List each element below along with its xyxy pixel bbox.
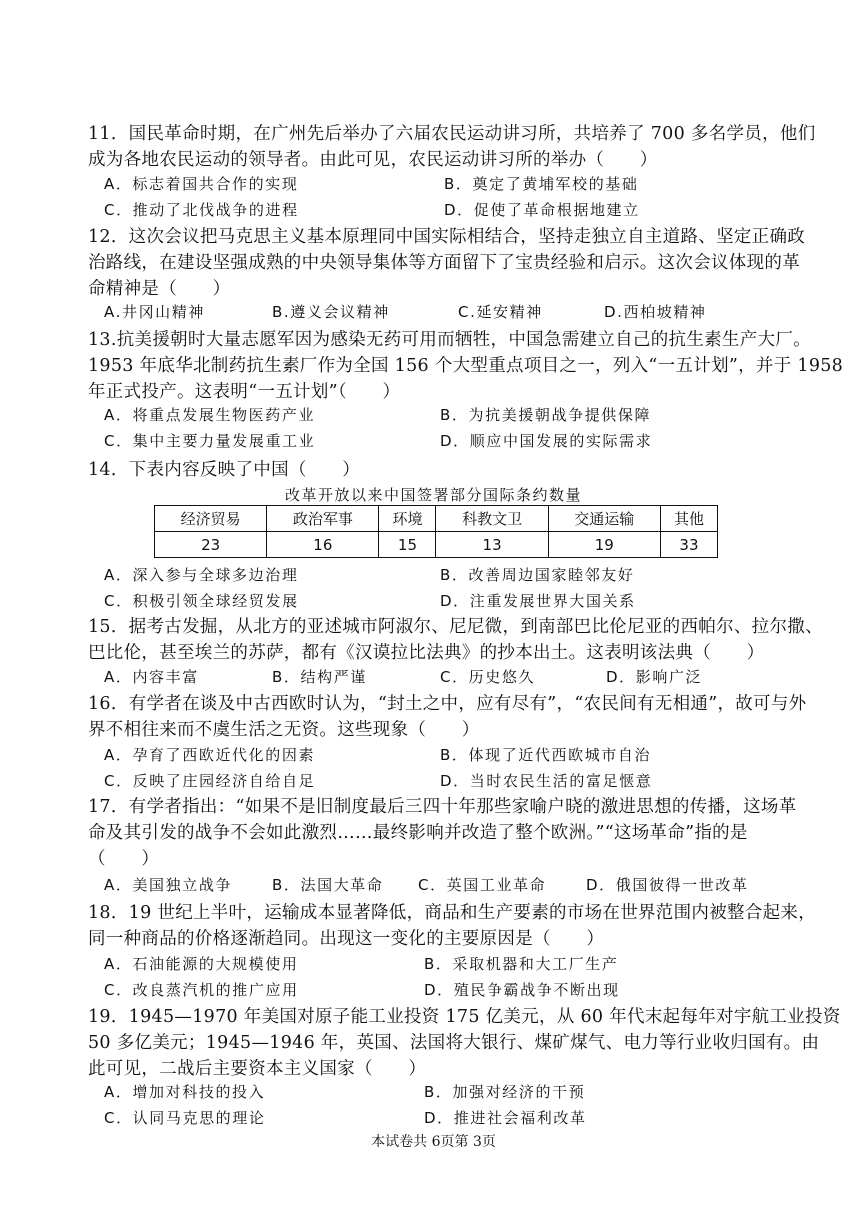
table-caption: 改革开放以来中国签署部分国际条约数量 <box>284 486 582 504</box>
treaty-table <box>154 505 718 558</box>
question-12-line-2: 治路线，在建设坚强成熟的中央领导集体等方面留下了宝贵经验和启示。这次会议体现的革 <box>88 253 800 273</box>
table-header-row <box>155 506 718 532</box>
question-16-option-c: C．反映了庄园经济自给自足 <box>104 772 316 790</box>
table-cell: 16 <box>267 532 379 558</box>
question-19-option-a: A．增加对科技的投入 <box>104 1083 266 1101</box>
question-11-option-b: B．奠定了黄埔军校的基础 <box>444 175 639 193</box>
question-13-option-c: C．集中主要力量发展重工业 <box>104 432 316 450</box>
question-15-line-2: 巴比伦，甚至埃兰的苏萨，都有《汉谟拉比法典》的抄本出土。这表明该法典（ ） <box>88 643 765 663</box>
question-15-option-a: A．内容丰富 <box>104 668 199 686</box>
question-17-option-c: C．英国工业革命 <box>418 876 547 894</box>
question-18-option-d: D．殖民争霸战争不断出现 <box>424 981 620 999</box>
question-13-option-d: D．顺应中国发展的实际需求 <box>440 432 653 450</box>
question-16-option-d: D．当时农民生活的富足惬意 <box>440 772 653 790</box>
question-13-option-a: A．将重点发展生物医药产业 <box>104 406 316 424</box>
question-14-line-1: 14．下表内容反映了中国（ ） <box>88 460 361 480</box>
question-12-option-c: C.延安精神 <box>458 303 543 321</box>
question-19-option-c: C．认同马克思的理论 <box>104 1109 266 1127</box>
table-header-cell: 科教文卫 <box>436 506 548 532</box>
question-17-option-d: D．俄国彼得一世改革 <box>586 876 749 894</box>
question-17-line-1: 17．有学者指出：“如果不是旧制度最后三四十年那些家喻户晓的激进思想的传播，这场革 <box>88 797 797 817</box>
question-18-option-c: C．改良蒸汽机的推广应用 <box>104 981 299 999</box>
question-16-option-b: B．体现了近代西欧城市自治 <box>440 746 652 764</box>
table-header-cell: 环境 <box>379 506 436 532</box>
question-16-option-a: A．孕育了西欧近代化的因素 <box>104 746 316 764</box>
table-header-cell: 其他 <box>660 506 717 532</box>
question-13-option-b: B．为抗美援朝战争提供保障 <box>440 406 652 424</box>
question-13-line-3: 年正式投产。这表明“一五计划”（ ） <box>88 382 401 402</box>
question-13-line-1: 13.抗美援朝时大量志愿军因为感染无药可用而牺牲，中国急需建立自己的抗生素生产大厂。 <box>88 330 811 350</box>
question-18-option-a: A．石油能源的大规模使用 <box>104 955 299 973</box>
question-18-option-b: B．采取机器和大工厂生产 <box>424 955 619 973</box>
question-12-option-a: A.井冈山精神 <box>104 303 205 321</box>
question-15-option-b: B．结构严谨 <box>272 668 367 686</box>
question-11-line-1: 11．国民革命时期，在广州先后举办了六届农民运动讲习所，共培养了 700 多名学员，他们 <box>88 124 816 144</box>
question-17-option-a: A．美国独立战争 <box>104 876 233 894</box>
question-17-line-2: 命及其引发的战争不会如此激烈……最终影响并改造了整个欧洲。”“这场革命”指的是 <box>88 823 748 843</box>
question-16-line-2: 界不相往来而不虞生活之无资。这些现象（ ） <box>88 720 480 740</box>
question-15-option-c: C．历史悠久 <box>440 668 536 686</box>
table-cell: 19 <box>548 532 660 558</box>
question-11-option-d: D．促使了革命根据地建立 <box>444 201 640 219</box>
question-19-option-b: B．加强对经济的干预 <box>424 1083 586 1101</box>
question-19-option-d: D．推进社会福利改革 <box>424 1109 587 1127</box>
question-12-line-1: 12．这次会议把马克思主义基本原理同中国实际相结合，坚持走独立自主道路、坚定正确政 <box>88 227 806 247</box>
table-header-cell: 政治军事 <box>267 506 379 532</box>
question-14-option-d: D．注重发展世界大国关系 <box>440 592 636 610</box>
question-12-option-b: B.遵义会议精神 <box>272 303 390 321</box>
question-14-option-c: C．积极引领全球经贸发展 <box>104 592 299 610</box>
question-19-line-3: 此可见，二战后主要资本主义国家（ ） <box>88 1059 427 1079</box>
question-12-line-3: 命精神是（ ） <box>88 279 231 299</box>
question-18-line-2: 同一种商品的价格逐渐趋同。出现这一变化的主要原因是（ ） <box>88 929 605 949</box>
question-19-line-2: 50 多亿美元；1945—1946 年，英国、法国将大银行、煤矿煤气、电力等行业收归国有。由 <box>88 1033 820 1053</box>
question-15-option-d: D．影响广泛 <box>606 668 703 686</box>
table-header-cell: 经济贸易 <box>155 506 267 532</box>
question-11-line-2: 成为各地农民运动的领导者。由此可见，农民运动讲习所的举办（ ） <box>88 150 658 170</box>
question-15-line-1: 15．据考古发掘，从北方的亚述城市阿淑尔、尼尼微，到南部巴比伦尼亚的西帕尔、拉尔撒、 <box>88 617 823 637</box>
page-footer: 本试卷共 6页第 3页 <box>371 1134 496 1150</box>
question-17-option-b: B．法国大革命 <box>272 876 384 894</box>
table-cell: 23 <box>155 532 267 558</box>
question-18-line-1: 18．19 世纪上半叶，运输成本显著降低，商品和生产要素的市场在世界范围内被整合起来， <box>88 903 816 923</box>
question-12-option-d: D.西柏坡精神 <box>604 303 707 321</box>
table-row <box>155 532 718 558</box>
table-cell: 33 <box>660 532 717 558</box>
question-11-option-a: A．标志着国共合作的实现 <box>104 175 299 193</box>
question-11-option-c: C．推动了北伐战争的进程 <box>104 201 299 219</box>
question-16-line-1: 16．有学者在谈及中古西欧时认为，“封土之中，应有尽有”，“农民间有无相通”，故可与外 <box>88 694 807 714</box>
question-13-line-2: 1953 年底华北制药抗生素厂作为全国 156 个大型重点项目之一，列入“一五计划”，并于 1958 <box>88 356 844 376</box>
question-14-option-b: B．改善周边国家睦邻友好 <box>440 566 635 584</box>
question-14-option-a: A．深入参与全球多边治理 <box>104 566 299 584</box>
table-cell: 13 <box>436 532 548 558</box>
question-17-line-3: （ ） <box>88 849 160 869</box>
table-cell: 15 <box>379 532 436 558</box>
question-19-line-1: 19．1945—1970 年美国对原子能工业投资 175 亿美元，从 60 年代末起每年对宇航工业投资 <box>88 1007 841 1027</box>
table-header-cell: 交通运输 <box>548 506 660 532</box>
